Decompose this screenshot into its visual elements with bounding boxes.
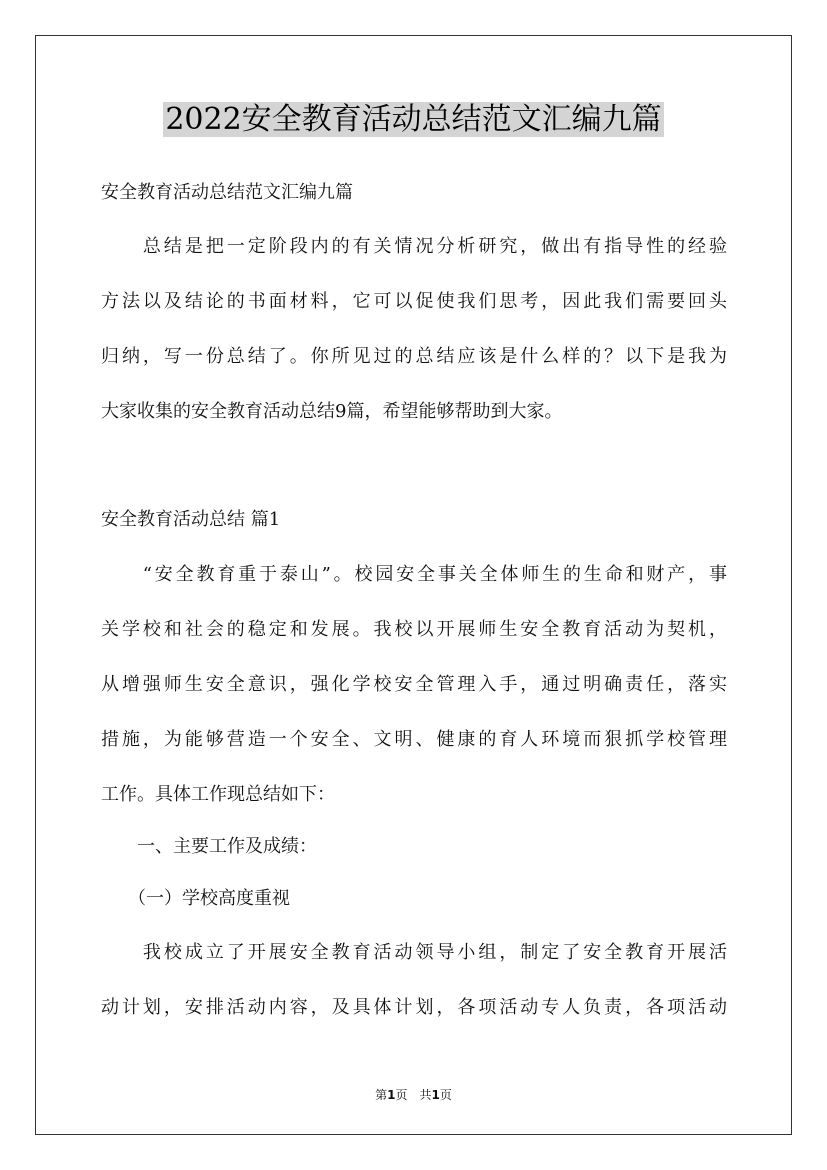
intro-line-4: 大家收集的安全教育活动总结9篇，希望能够帮助到大家。 [101,401,563,422]
intro-line-2: 方法以及结论的书面材料，它可以促使我们思考，因此我们需要回头 [101,291,727,312]
section-line-2: 关学校和社会的稳定和发展。我校以开展师生安全教育活动为契机， [101,619,727,640]
para-line-1: 我校成立了开展安全教育活动领导小组，制定了安全教育开展活 [101,942,727,963]
intro-line-3: 归纳，写一份总结了。你所见过的总结应该是什么样的？以下是我为 [101,346,727,367]
intro-line-1: 总结是把一定阶段内的有关情况分析研究，做出有指导性的经验 [101,236,727,257]
para-line-2: 动计划，安排活动内容，及具体计划，各项活动专人负责，各项活动 [101,997,727,1018]
section-heading: 安全教育活动总结 篇1 [101,509,281,530]
page-footer [0,1086,827,1103]
section-line-4: 措施，为能够营造一个安全、文明、健康的育人环境而狠抓学校管理 [101,729,727,750]
footer-total-pages: 1 [431,1088,440,1102]
heading-main-work: 一、主要工作及成绩： [101,836,317,857]
footer-prefix: 第 [375,1088,388,1102]
footer-suffix: 页 [439,1088,452,1102]
footer-mid: 页 共 [395,1088,432,1102]
section-line-5: 工作。具体工作现总结如下： [101,784,335,805]
section-line-3: 从增强师生安全意识，强化学校安全管理入手，通过明确责任，落实 [101,674,727,695]
footer-current-page: 1 [387,1088,396,1102]
section-line-1: “安全教育重于泰山”。校园安全事关全体师生的生命和财产，事 [101,564,727,585]
document-title [0,98,827,142]
heading-school-attention: （一）学校高度重视 [101,888,290,909]
document-subtitle: 安全教育活动总结范文汇编九篇 [101,182,353,203]
document-title-text: 2022安全教育活动总结范文汇编九篇 [165,102,662,137]
